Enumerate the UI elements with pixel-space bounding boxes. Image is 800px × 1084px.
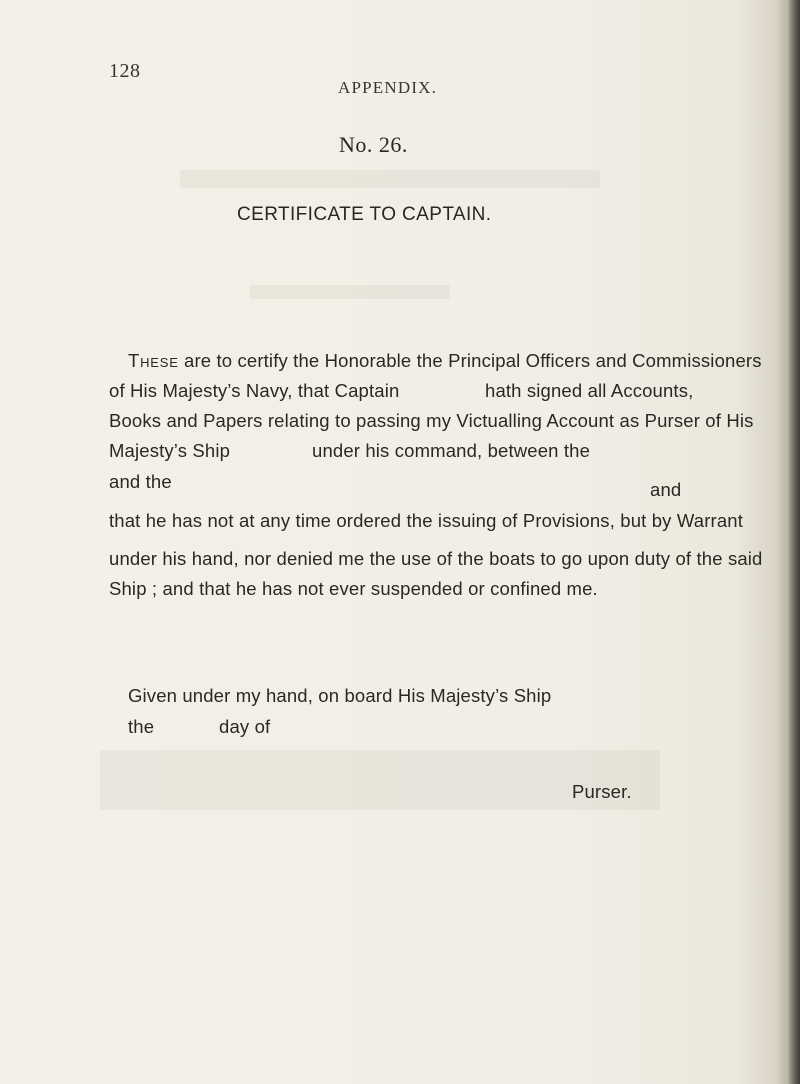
paragraph-line-7: under his hand, nor denied me the use of the boats to go upon duty of the said [109, 548, 763, 569]
certificate-title: CERTIFICATE TO CAPTAIN. [237, 204, 492, 225]
paragraph-line-2-right: hath signed all Accounts, [485, 380, 694, 401]
paragraph-line-5-right: and [650, 479, 682, 500]
closing-the-word: the [128, 716, 155, 737]
paragraph-line-8: Ship ; and that he has not ever suspended or confined me. [109, 578, 598, 599]
paragraph-line-4-left: Majesty’s Ship [109, 440, 231, 461]
paragraph-line-5-left: and the [109, 471, 172, 492]
line-text: are to certify the Honorable the Principal Officers and Commissioners [184, 350, 762, 371]
bleed-through-shadow [250, 285, 450, 299]
purser-signature-label: Purser. [572, 781, 632, 802]
paragraph-line-4-right: under his command, between the [312, 440, 591, 461]
closing-given-line: Given under my hand, on board His Majesty’s Ship [128, 685, 552, 706]
document-number-title: No. 26. [339, 132, 408, 157]
page-binding-edge [786, 0, 800, 1084]
paragraph-line-6: that he has not at any time ordered the issuing of Provisions, but by Warrant [109, 510, 744, 531]
paragraph-line-2-left: of His Majesty’s Navy, that Captain [109, 380, 400, 401]
running-head: APPENDIX. [338, 78, 438, 97]
paragraph-line-3: Books and Papers relating to passing my Victualling Account as Purser of His [109, 410, 754, 431]
page-number: 128 [109, 60, 141, 82]
lead-word: These [128, 350, 179, 371]
paragraph-line-1 [128, 350, 762, 372]
closing-day-of: day of [219, 716, 271, 737]
bleed-through-shadow [180, 170, 600, 188]
